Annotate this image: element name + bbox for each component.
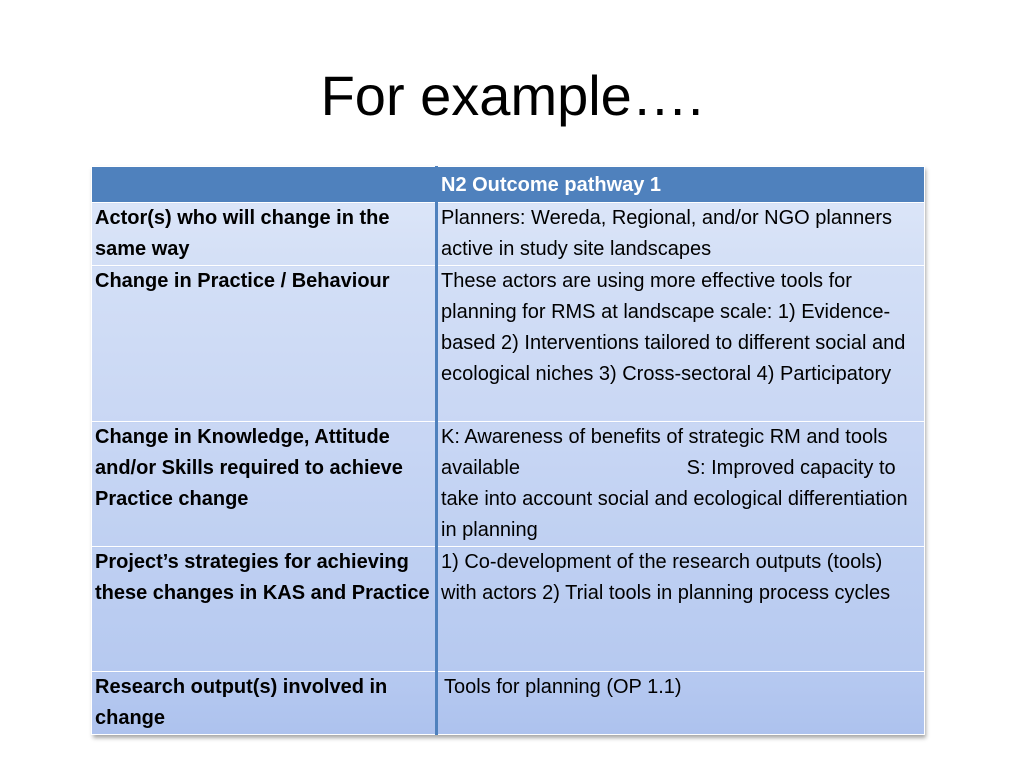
row-value-actors: Planners: Wereda, Regional, and/or NGO planners active in study site landscapes (437, 203, 925, 266)
row-value-kas: K: Awareness of benefits of strategic RM and tools available S: Improved capacity to take into account social and ecological differentiation in planning (437, 422, 925, 547)
table-row (92, 203, 925, 266)
header-cell-outcome-pathway: N2 Outcome pathway 1 (437, 167, 925, 203)
row-label-strategies: Project’s strategies for achieving these changes in KAS and Practice (92, 547, 437, 672)
row-label-research-outputs: Research output(s) involved in change (92, 672, 437, 735)
row-label-practice: Change in Practice / Behaviour (92, 266, 437, 422)
row-value-strategies: 1) Co-development of the research outputs (tools) with actors 2) Trial tools in planning process cycles (437, 547, 925, 672)
slide-title: For example…. (320, 64, 704, 127)
table-row (92, 422, 925, 547)
outcome-pathway-table (91, 166, 924, 735)
table-row (92, 547, 925, 672)
table-header-row (92, 167, 925, 203)
header-cell-empty (92, 167, 437, 203)
table-row (92, 672, 925, 735)
row-value-research-outputs: Tools for planning (OP 1.1) (437, 672, 925, 735)
row-label-kas: Change in Knowledge, Attitude and/or Skills required to achieve Practice change (92, 422, 437, 547)
row-value-practice: These actors are using more effective tools for planning for RMS at landscape scale: 1) Evidence-based 2) Interventions tailored to different social and ecological niches 3) Cross-sectoral 4) Participatory (437, 266, 925, 422)
table-row (92, 266, 925, 422)
outcome-table (91, 166, 925, 735)
row-label-actors: Actor(s) who will change in the same way (92, 203, 437, 266)
